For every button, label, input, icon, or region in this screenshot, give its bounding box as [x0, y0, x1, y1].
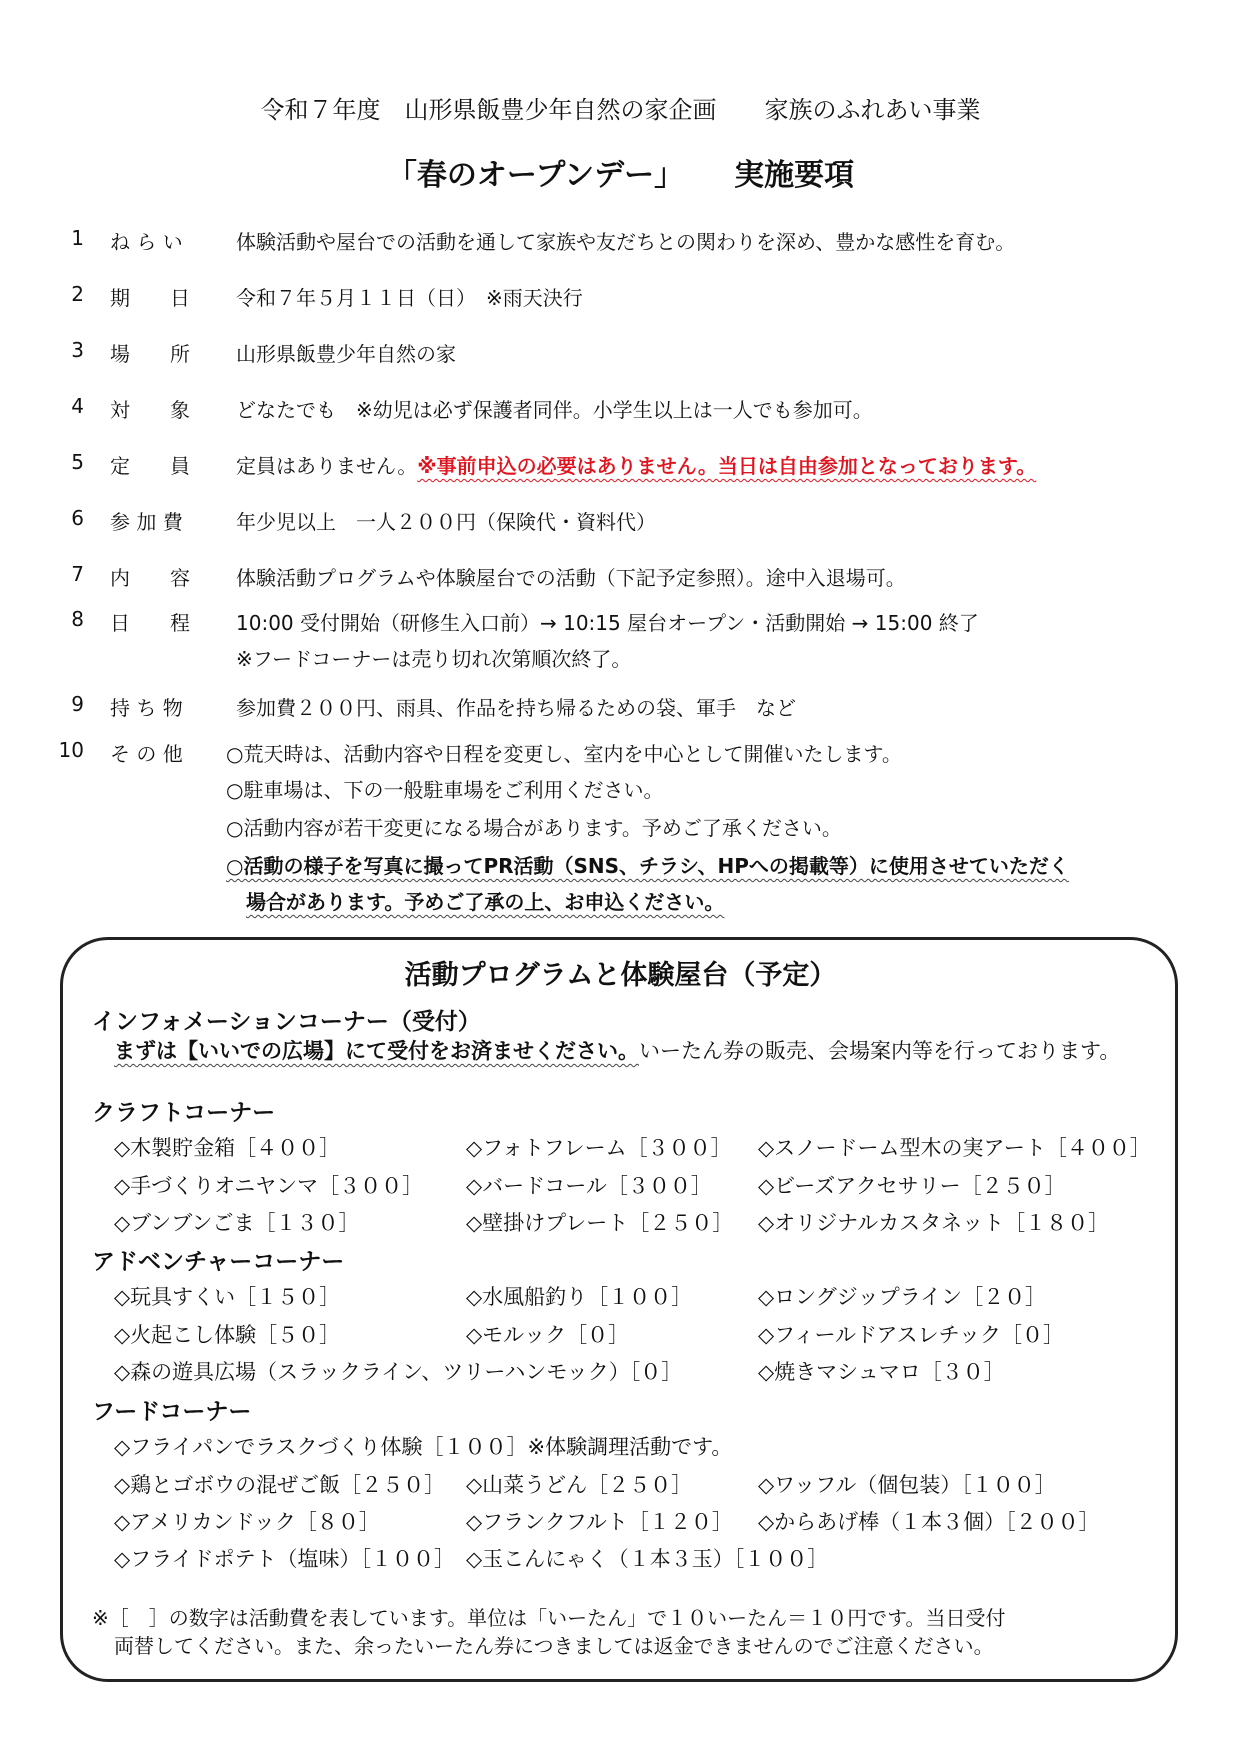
item-label: そ の 他	[110, 742, 183, 766]
reception-instruction: まずは【いいでの広場】にて受付をお済ませください。	[114, 1039, 639, 1063]
item-text: 体験活動や屋台での活動を通して家族や友だちとの関わりを深め、豊かな感性を育む。	[236, 230, 1016, 254]
item-number: 4	[71, 394, 84, 418]
program-item: ◇鶏とゴボウの混ぜご飯［２５０］	[114, 1473, 446, 1497]
item-number: 7	[71, 562, 84, 586]
item-text: 令和７年５月１１日（日） ※雨天決行	[236, 286, 583, 310]
capacity-text: 定員はありません。	[236, 454, 418, 478]
item-number: 6	[71, 506, 84, 530]
program-item: ◇からあげ棒（１本３個）［２００］	[758, 1510, 1100, 1534]
schedule-note: ※フードコーナーは売り切れ次第順次終了。	[236, 647, 632, 671]
info-corner-text	[114, 1035, 1120, 1065]
program-item: ◇壁掛けプレート［２５０］	[466, 1211, 734, 1235]
program-item: ◇ブンブンごま［１３０］	[114, 1211, 360, 1235]
program-item: ◇山菜うどん［２５０］	[466, 1473, 693, 1497]
program-item: ◇手づくりオニヤンマ［３００］	[114, 1174, 424, 1198]
program-item: ◇フォトフレーム［３００］	[466, 1136, 732, 1160]
item-label: 日 程	[110, 611, 190, 635]
program-item: ◇アメリカンドック［８０］	[114, 1510, 380, 1534]
item-number: 1	[71, 226, 84, 250]
photo-notice-line: ○活動の様子を写真に撮ってPR活動（SNS、チラシ、HPへの掲載等）に使用させていただく	[226, 854, 1069, 878]
program-item: ◇フライドポテト（塩味）［１００］	[114, 1547, 456, 1571]
item-text	[236, 450, 1036, 479]
craft-corner-heading: クラフトコーナー	[92, 1100, 276, 1126]
program-item: ◇玩具すくい［１５０］	[114, 1285, 341, 1309]
item-text: 山形県飯豊少年自然の家	[236, 342, 456, 366]
fee-note-line: 両替してください。また、余ったいーたん券につきましては返金できませんのでご注意ください。	[114, 1634, 994, 1658]
other-line: ○活動内容が若干変更になる場合があります。予めご了承ください。	[226, 816, 842, 840]
info-corner-heading: インフォメーションコーナー（受付）	[92, 1009, 481, 1035]
other-line: ○駐車場は、下の一般駐車場をご利用ください。	[226, 778, 664, 802]
other-line: ○荒天時は、活動内容や日程を変更し、室内を中心として開催いたします。	[226, 742, 902, 766]
fee-note-line: ※［ ］の数字は活動費を表しています。単位は「いーたん」で１０いーたん＝１０円です。当日受付	[92, 1606, 1006, 1630]
program-item: ◇森の遊具広場（スラックライン、ツリーハンモック）［０］	[114, 1360, 683, 1384]
item-number: 2	[71, 282, 84, 306]
program-item: ◇バードコール［３００］	[466, 1174, 712, 1198]
item-label: 対 象	[110, 398, 190, 422]
title-sub: 実施要項	[734, 158, 855, 193]
schedule-text: 10:00 受付開始（研修生入口前）→ 10:15 屋台オープン・活動開始 → 15:00 終了	[236, 611, 979, 635]
item-text: 年少児以上 一人２００円（保険代・資料代）	[236, 510, 656, 534]
program-item: ◇スノードーム型木の実アート［４００］	[758, 1136, 1151, 1160]
title-main: 「春のオープンデー」	[386, 158, 685, 193]
program-item: ◇ワッフル（個包装）［１００］	[758, 1473, 1056, 1497]
item-number: 5	[71, 450, 84, 474]
program-item: ◇火起こし体験［５０］	[114, 1323, 341, 1347]
program-item: ◇フランクフルト［１２０］	[466, 1510, 733, 1534]
item-number: 8	[71, 607, 84, 631]
food-corner-heading: フードコーナー	[92, 1399, 252, 1425]
item-number: 3	[71, 338, 84, 362]
page-title	[0, 150, 1241, 194]
photo-notice-line: 場合があります。予めご了承の上、お申込ください。	[246, 890, 725, 914]
item-text: 参加費２００円、雨具、作品を持ち帰るための袋、軍手 など	[236, 696, 796, 720]
program-item: ◇フィールドアスレチック［０］	[758, 1323, 1064, 1347]
no-registration-notice: ※事前申込の必要はありません。当日は自由参加となっております。	[417, 454, 1037, 478]
item-label: 定 員	[110, 454, 190, 478]
item-label: 内 容	[110, 566, 190, 590]
program-item: ◇玉こんにゃく（１本３玉）［１００］	[466, 1547, 829, 1571]
item-number: 10	[58, 738, 84, 762]
program-item: ◇フライパンでラスクづくり体験［１００］※体験調理活動です。	[114, 1435, 733, 1459]
program-title: 活動プログラムと体験屋台（予定）	[404, 960, 837, 991]
program-item: ◇ロングジップライン［２０］	[758, 1285, 1047, 1309]
item-label: 持 ち 物	[110, 696, 183, 720]
program-item: ◇水風船釣り［１００］	[466, 1285, 693, 1309]
adventure-corner-heading: アドベンチャーコーナー	[92, 1249, 345, 1275]
item-text: どなたでも ※幼児は必ず保護者同伴。小学生以上は一人でも参加可。	[236, 398, 873, 422]
page-header: 令和７年度 山形県飯豊少年自然の家企画 家族のふれあい事業	[260, 96, 981, 124]
program-item: ◇焼きマシュマロ［３０］	[758, 1360, 1005, 1384]
item-label: 参 加 費	[110, 510, 183, 534]
program-item: ◇モルック［０］	[466, 1323, 630, 1347]
item-label: 場 所	[110, 342, 190, 366]
item-label: 期 日	[110, 286, 190, 310]
program-item: ◇オリジナルカスタネット［１８０］	[758, 1211, 1110, 1235]
program-item: ◇ビーズアクセサリー［２５０］	[758, 1174, 1066, 1198]
info-description: いーたん券の販売、会場案内等を行っております。	[639, 1039, 1121, 1063]
item-number: 9	[71, 692, 84, 716]
program-item: ◇木製貯金箱［４００］	[114, 1136, 341, 1160]
item-label: ね ら い	[110, 230, 183, 254]
item-text: 体験活動プログラムや体験屋台での活動（下記予定参照）。途中入退場可。	[236, 566, 906, 590]
